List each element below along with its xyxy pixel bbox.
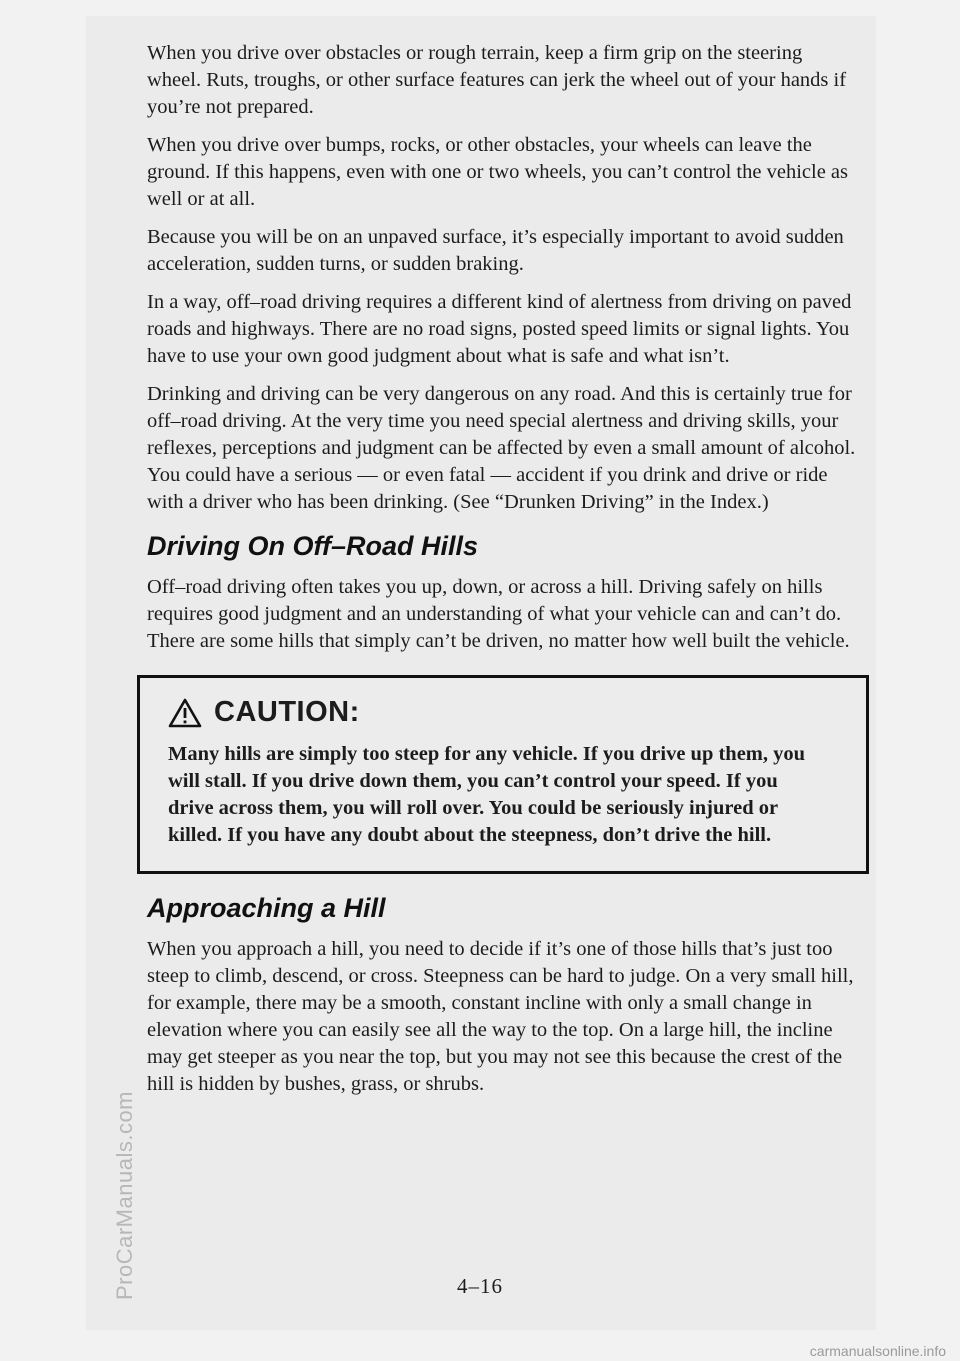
paragraph-drinking-driving: Drinking and driving can be very dangerous on any road. And this is certainly true for off–road driving. At the very time you need special alertness and driving skills, your reflexes, perceptions and judgment can be affected by even a small amount of alcohol. You could have a serious — or even fatal — accident if you drink and drive or ride with a driver who has been drinking. (See “Drunken Driving” in the Index.) [147, 383, 856, 513]
caution-box [137, 675, 869, 874]
heading-approaching-hill: Approaching a Hill [147, 893, 386, 923]
paragraph-off-road-hills: Off–road driving often takes you up, down, or across a hill. Driving safely on hills requires good judgment and an understanding of what your vehicle can and can’t do. There are some hills that simply can’t be driven, no matter how well built the vehicle. [147, 576, 850, 652]
page-number: 4–16 [457, 1274, 503, 1298]
paragraph-unpaved-surface: Because you will be on an unpaved surface, it’s especially important to avoid sudden acceleration, sudden turns, or sudden braking. [147, 226, 844, 275]
caution-text: Many hills are simply too steep for any vehicle. If you drive up them, you will stall. If you drive down them, you can’t control your speed. If you drive across them, you will roll over. You could be seriously injured or killed. If you have any doubt about the steepness, don’t drive the hill. [168, 743, 806, 846]
bottom-watermark: carmanualsonline.info [809, 1343, 946, 1359]
paragraph-firm-grip: When you drive over obstacles or rough terrain, keep a firm grip on the steering wheel. Ruts, troughs, or other surface features can jerk the wheel out of your hands if you’re not prepared. [147, 42, 847, 118]
caution-header [168, 696, 806, 729]
page-content [147, 40, 859, 1109]
caution-title: CAUTION: [214, 696, 360, 728]
heading-off-road-hills: Driving On Off–Road Hills [147, 531, 479, 561]
paragraph-wheels-leave-ground: When you drive over bumps, rocks, or other obstacles, your wheels can leave the ground. If this happens, even with one or two wheels, you can’t control the vehicle as well or at all. [147, 134, 848, 210]
side-watermark: ProCarManuals.com [112, 1090, 137, 1300]
paragraph-approaching-hill: When you approach a hill, you need to decide if it’s one of those hills that’s just too steep to climb, descend, or cross. Steepness can be hard to judge. On a very small hill, for example, there may be a smooth, constant incline with only a small change in elevation where you can easily see all the way to the top. On a large hill, the incline may get steeper as you near the top, but you may not see this because the crest of the hill is hidden by bushes, grass, or shrubs. [147, 938, 854, 1095]
paragraph-alertness: In a way, off–road driving requires a different kind of alertness from driving on paved roads and highways. There are no road signs, posted speed limits or signal lights. You have to use your own good judgment about what is safe and what isn’t. [147, 291, 852, 367]
warning-triangle-icon [168, 698, 202, 728]
